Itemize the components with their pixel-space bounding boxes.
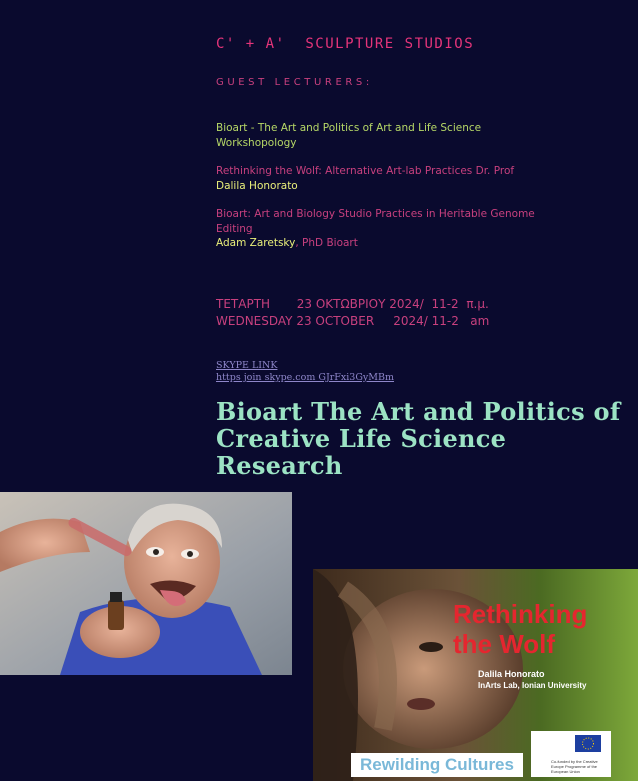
- lecture-2: [216, 164, 556, 193]
- poster-title-line2: the Wolf: [453, 629, 556, 659]
- rewilding-cultures-logo: Rewilding Cultures: [351, 753, 523, 777]
- event-headline: Bioart The Art and Politics of Creative Life Science Research: [216, 397, 621, 480]
- lecturer-name-zaretsky: Adam Zaretsky: [216, 237, 296, 249]
- lecturer-photo-zaretsky: [0, 492, 292, 675]
- poster-lecturer-name: Dalila Honorato: [478, 669, 545, 679]
- lecture-1: [216, 121, 556, 150]
- poster-title: [453, 599, 587, 659]
- skype-link-url[interactable]: https join skype.com GJrFxi3GyMBm: [216, 372, 395, 383]
- lecture-3-presenter: [216, 236, 556, 251]
- skype-link-label[interactable]: SKYPE LINK: [216, 360, 278, 371]
- skype-link-block: [216, 360, 394, 384]
- poster-title-line1: Rethinking: [453, 599, 588, 629]
- lecture-3-title: Bioart: Art and Biology Studio Practices in Heritable Genome Editing: [216, 208, 535, 235]
- lecturer-credential: , PhD Bioart: [295, 237, 358, 249]
- lecture-2-title: Rethinking the Wolf: Alternative Art-lab Practices Dr. Prof: [216, 165, 515, 177]
- date-greek: ΤΕΤΑΡΤΗ 23 ΟΚΤΩΒΡΙΟΥ 2024/ 11-2 π.μ.: [216, 297, 489, 311]
- date-english: WEDNESDAY 23 OCTOBER 2024/ 11-2 am: [216, 314, 490, 328]
- guest-lecturers-label: GUEST LECTURERS:: [216, 77, 373, 88]
- lecture-1-title: Bioart - The Art and Politics of Art and Life Science Workshopology: [216, 122, 482, 149]
- poster-affiliation: InArts Lab, Ionian University: [478, 681, 587, 690]
- eu-cofunded-text: Co-funded by the Creative Europe Programme of the European Union: [551, 759, 598, 774]
- eu-cofunded-logo: [531, 731, 611, 777]
- lecturer-name-honorato: Dalila Honorato: [216, 179, 298, 192]
- lecture-3: [216, 207, 556, 251]
- studio-title: C' + A' SCULPTURE STUDIOS: [216, 36, 475, 52]
- rethinking-the-wolf-poster: [313, 569, 638, 781]
